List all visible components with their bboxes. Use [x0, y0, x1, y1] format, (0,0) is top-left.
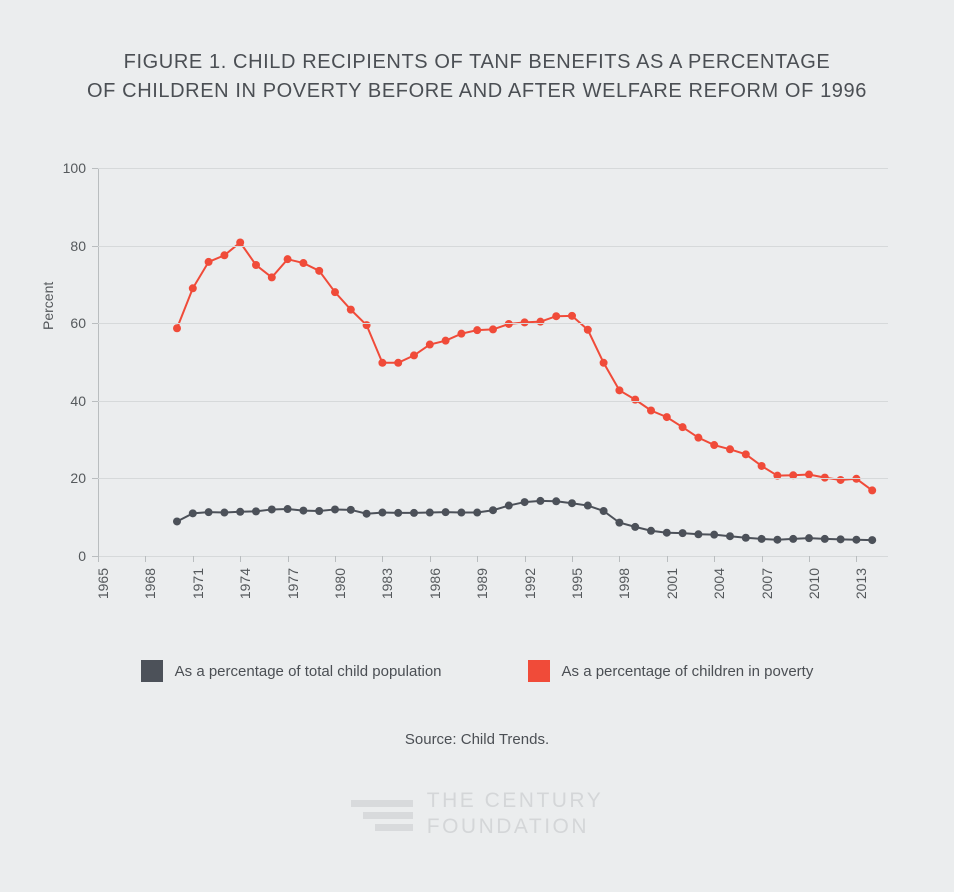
series-point [710, 531, 718, 539]
x-tick-mark [619, 556, 620, 562]
y-tick-label: 80 [70, 237, 86, 254]
series-point [584, 502, 592, 510]
series-point [726, 445, 734, 453]
series-point [205, 508, 213, 516]
figure-title [0, 48, 954, 106]
series-point [552, 497, 560, 505]
grid-line [98, 246, 888, 247]
series-point [252, 507, 260, 515]
series-point [363, 510, 371, 518]
series-point [568, 312, 576, 320]
x-tick-mark [572, 556, 573, 562]
x-tick-mark [430, 556, 431, 562]
logo-line-2: FOUNDATION [426, 815, 590, 839]
series-point [679, 529, 687, 537]
series-point [868, 536, 876, 544]
grid-line [98, 556, 888, 557]
series-point [647, 527, 655, 535]
x-tick-label: 1992 [521, 568, 538, 600]
series-point [299, 507, 307, 515]
y-tick-label: 40 [70, 392, 86, 409]
logo-line-1: THE CENTURY [426, 789, 604, 812]
series-point [189, 284, 197, 292]
x-tick-label: 1986 [426, 568, 443, 600]
x-tick-mark [809, 556, 810, 562]
series-point [220, 251, 228, 259]
series-point [679, 423, 687, 431]
figure-title-line-1: FIGURE 1. CHILD RECIPIENTS OF TANF BENEFITS AS A PERCENTAGE [123, 51, 831, 73]
series-point [600, 359, 608, 367]
legend-label: As a percentage of children in poverty [561, 662, 814, 680]
series-point [758, 462, 766, 470]
series-point [189, 509, 197, 517]
series-point [473, 326, 481, 334]
series-point [600, 507, 608, 515]
series-line [177, 501, 872, 540]
x-tick-mark [240, 556, 241, 562]
series-point [173, 324, 181, 332]
series-point [331, 288, 339, 296]
series-point [868, 486, 876, 494]
series-point [220, 509, 228, 517]
grid-line [98, 168, 888, 169]
series-point [473, 509, 481, 517]
series-point [378, 359, 386, 367]
figure-title-line-2: OF CHILDREN IN POVERTY BEFORE AND AFTER WELFARE REFORM OF 1996 [87, 80, 867, 102]
series-point [315, 267, 323, 275]
y-tick-mark [92, 323, 98, 324]
series-point [536, 318, 544, 326]
series-point [426, 341, 434, 349]
x-tick-label: 1974 [237, 568, 254, 600]
x-tick-mark [193, 556, 194, 562]
series-point [552, 312, 560, 320]
series-point [378, 509, 386, 517]
logo-wordmark [427, 788, 603, 841]
x-tick-label: 2010 [806, 568, 822, 600]
x-tick-label: 2007 [758, 568, 775, 600]
series-point [615, 386, 623, 394]
y-tick-label: 60 [70, 315, 86, 332]
x-tick-label: 1989 [474, 568, 491, 600]
series-point [852, 536, 860, 544]
source-note: Source: Child Trends. [404, 731, 550, 748]
series-point [489, 506, 497, 514]
series-point [742, 450, 750, 458]
series-point [252, 261, 260, 269]
legend-label: As a percentage of total child population [174, 662, 442, 680]
series-point [663, 529, 671, 537]
series-point [726, 532, 734, 540]
series-point [236, 508, 244, 516]
series-point [410, 509, 418, 517]
series-point [536, 497, 544, 505]
series-point [694, 530, 702, 538]
x-tick-mark [382, 556, 383, 562]
x-tick-label: 1977 [284, 568, 301, 600]
grid-line [98, 323, 888, 324]
series-point [347, 506, 355, 514]
series-point [615, 519, 623, 527]
series-point [521, 498, 529, 506]
y-axis-title: Percent [40, 281, 56, 330]
series-point [505, 502, 513, 510]
grid-line [98, 401, 888, 402]
series-point [457, 509, 465, 517]
series-point [631, 523, 639, 531]
x-tick-label: 1998 [616, 568, 633, 600]
series-point [773, 536, 781, 544]
x-tick-mark [856, 556, 857, 562]
y-tick-mark [92, 168, 98, 169]
series-point [710, 441, 718, 449]
series-point [426, 509, 434, 517]
x-tick-mark [714, 556, 715, 562]
y-tick-label: 20 [70, 470, 86, 487]
series-point [442, 508, 450, 516]
series-point [742, 534, 750, 542]
series-point [457, 330, 465, 338]
series-point [837, 535, 845, 543]
series-line [177, 243, 872, 491]
x-tick-label: 1995 [569, 568, 585, 600]
series-point [489, 325, 497, 333]
legend-swatch-icon [528, 660, 550, 682]
y-tick-mark [92, 478, 98, 479]
y-tick-label: 100 [62, 160, 86, 176]
series-point [394, 359, 402, 367]
x-tick-label: 1980 [332, 568, 348, 600]
x-tick-mark [477, 556, 478, 562]
series-point [805, 534, 813, 542]
x-tick-mark [98, 556, 99, 562]
y-tick-mark [92, 246, 98, 247]
series-point [837, 476, 845, 484]
series-point [331, 505, 339, 513]
series-point [268, 273, 276, 281]
x-tick-label: 2013 [853, 568, 870, 600]
x-tick-label: 2001 [663, 568, 680, 600]
series-point [568, 499, 576, 507]
series-point [758, 535, 766, 543]
series-point [205, 258, 213, 266]
series-point [789, 535, 797, 543]
series-point [410, 351, 418, 359]
series-point [173, 517, 181, 525]
x-tick-label: 1965 [95, 568, 111, 600]
x-tick-mark [335, 556, 336, 562]
series-point [821, 535, 829, 543]
series-point [284, 255, 292, 263]
x-tick-label: 1971 [189, 568, 206, 600]
series-point [805, 471, 813, 479]
grid-line [98, 478, 888, 479]
x-tick-mark [145, 556, 146, 562]
series-point [347, 306, 355, 314]
series-point [284, 505, 292, 513]
organization-logo [0, 788, 954, 841]
legend-swatch-icon [141, 660, 163, 682]
series-point [315, 507, 323, 515]
series-point [663, 413, 671, 421]
legend [0, 660, 954, 682]
series-point [442, 337, 450, 345]
x-tick-mark [288, 556, 289, 562]
series-point [647, 407, 655, 415]
x-tick-label: 1983 [379, 568, 396, 600]
series-point [394, 509, 402, 517]
plot-area [62, 160, 888, 600]
x-tick-mark [762, 556, 763, 562]
series-layer [98, 168, 888, 556]
series-point [299, 259, 307, 267]
x-tick-mark [525, 556, 526, 562]
series-point [268, 505, 276, 513]
x-tick-mark [667, 556, 668, 562]
series-point [694, 434, 702, 442]
series-point [631, 396, 639, 404]
x-tick-label: 1968 [142, 568, 159, 600]
x-tick-label: 2004 [711, 568, 728, 600]
legend-item-total-child-population [141, 660, 442, 682]
legend-item-children-in-poverty [528, 660, 814, 682]
series-point [584, 326, 592, 334]
y-tick-mark [92, 401, 98, 402]
y-tick-label: 0 [78, 548, 86, 564]
logo-mark-icon [351, 798, 413, 831]
